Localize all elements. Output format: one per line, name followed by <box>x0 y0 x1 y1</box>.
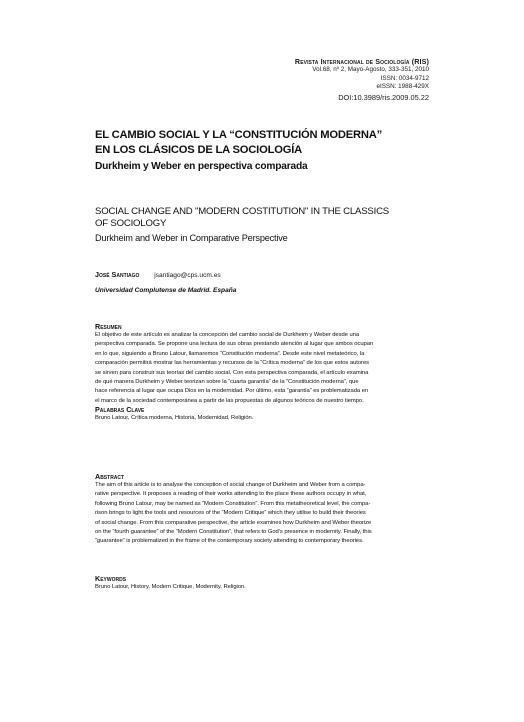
abstract-line: of social change. From this comparative perspective, the article examines how Durkheim and Weber theorize <box>95 519 372 526</box>
journal-doi: DOI:10.3989/ris.2009.05.22 <box>338 92 429 102</box>
author-affiliation: Universidad Complutense de Madrid. España <box>95 287 237 294</box>
abstract-heading: Abstract <box>95 472 125 481</box>
abstract-line: rison brings to light the tools and resources of the “Modern Critique” which they utilise to build their theories <box>95 510 366 517</box>
title-block-en <box>95 206 430 244</box>
resumen-body <box>95 331 430 406</box>
journal-volume: Vol.68, nº 2, Mayo-Agosto, 333-351, 2010 <box>312 66 429 74</box>
palabras-clave-text: Bruno Latour, Crítica moderna, Historia, Modernidad, Religión. <box>95 415 254 421</box>
abstract-line: The aim of this article is to analyse the conception of social change of Durkheim and Weber from a compa- <box>95 482 366 488</box>
resumen-section <box>95 322 430 406</box>
abstract-line: on the “fourth guarantee” of the “Modern Constitution”, that refers to God’s presence in modernity. Finally, this <box>95 529 372 536</box>
author-email[interactable]: jsantiago@cps.ucm.es <box>154 272 221 279</box>
author-name: José Santiago <box>95 270 140 279</box>
author-block <box>95 270 430 294</box>
journal-issn: ISSN: 0034-9712 <box>380 74 429 82</box>
resumen-line: perspectiva comparada. Se propone una lectura de sus obras prestando atención al lugar que ambos ocupan <box>95 341 374 348</box>
resumen-line: hace referencia al lugar que ocupa Dios en la modernidad. Por último, esta “garantía” es problematizada en <box>95 388 369 395</box>
palabras-clave-section <box>95 405 430 423</box>
subtitle-es: Durkheim y Weber en perspectiva comparada <box>95 161 308 172</box>
title-en-line2: OF SOCIOLOGY <box>95 218 167 230</box>
journal-eissn: eISSN: 1988-429X <box>376 83 429 91</box>
journal-name: Revista Internacional de Sociología (RIS) <box>294 57 429 66</box>
resumen-line: comparación permitirá mostrar las herramientas y recursos de la “Crítica moderna” de los que estos autores <box>95 360 370 367</box>
author-line <box>95 270 430 280</box>
title-es-line1: EL CAMBIO SOCIAL Y LA “CONSTITUCIÓN MODERNA” <box>95 129 383 141</box>
keywords-section <box>95 574 430 592</box>
abstract-line: following Bruno Latour, may be named as “Modern Constitution”. From this metatheoretical level, the compa- <box>95 500 371 507</box>
resumen-line: El objetivo de este artículo es analizar la concepción del cambio social de Durkheim y Weber desde una <box>95 332 360 338</box>
resumen-line: en lo que, siguiendo a Bruno Latour, llamaremos “Constitución moderna”. Desde este nivel metateórico, la <box>95 350 365 357</box>
resumen-line: se sirven para construir sus teorías del cambio social. Con esta perspectiva comparada, el artículo examina <box>95 369 369 376</box>
resumen-line: de qué manera Durkheim y Weber teorizan sobre la “cuarta garantía” de la “Constitución moderna”, que <box>95 379 359 386</box>
abstract-line: rative perspective. It proposes a reading of their works attending to the place these authors occupy in what, <box>95 491 367 498</box>
abstract-line: “guarantee” is problematized in the frame of the contemporary society attending to contemporary theories. <box>95 538 364 545</box>
palabras-clave-heading: Palabras Clave <box>95 405 145 414</box>
title-es-line2: EN LOS CLÁSICOS DE LA SOCIOLOGÍA <box>95 144 303 156</box>
keywords-text: Bruno Latour, History, Modern Critique, Modernity, Religion. <box>95 584 246 590</box>
abstract-section <box>95 472 430 547</box>
abstract-body <box>95 481 430 547</box>
resumen-heading: Resumen <box>95 322 122 331</box>
keywords-heading: Keywords <box>95 574 127 583</box>
resumen-line: el marco de la sociedad contemporánea a partir de las propuestas de algunos teóricos de nuestro tiempo. <box>95 397 364 404</box>
subtitle-en: Durkheim and Weber in Comparative Perspective <box>95 232 288 243</box>
title-en-line1: SOCIAL CHANGE AND "MODERN COSTITUTION" IN THE CLASSICS <box>95 206 389 217</box>
journal-header <box>129 58 429 102</box>
title-block-es <box>95 128 430 174</box>
